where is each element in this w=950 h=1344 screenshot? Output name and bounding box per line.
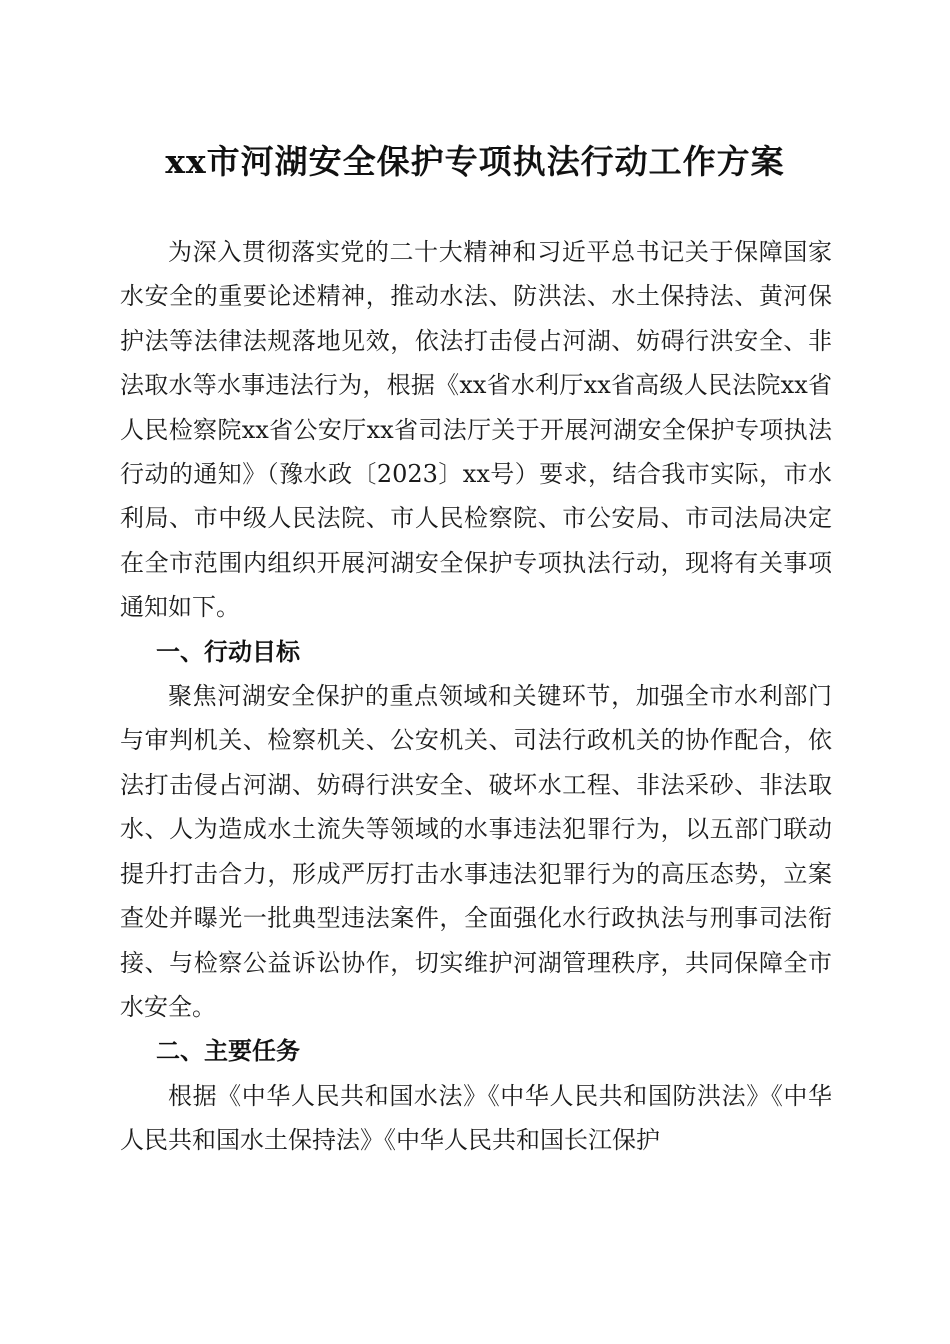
section-heading-tasks: 二、主要任务 <box>156 1037 300 1066</box>
section-heading-goals: 一、行动目标 <box>156 637 300 666</box>
section-paragraph-tasks: 根据《中华人民共和国水法》《中华人民共和国防洪法》《中华人民共和国水土保持法》《中华人民共和国长江保护 <box>120 1081 832 1155</box>
intro-paragraph: 为深入贯彻落实党的二十大精神和习近平总书记关于保障国家水安全的重要论述精神，推动水法、防洪法、水土保持法、黄河保护法等法律法规落地见效，依法打击侵占河湖、妨碍行洪安全、非法取水等水事违法行为，根据《xx省水利厅xx省高级人民法院xx省人民检察院xx省公安厅xx省司法厅关于开展河湖安全保护专项执法行动的通知》（豫水政〔2023〕xx号）要求，结合我市实际，市水利局、市中级人民法院、市人民检察院、市公安局、市司法局决定在全市范围内组织开展河湖安全保护专项执法行动，现将有关事项通知如下。 <box>120 238 832 622</box>
section-paragraph-goals: 聚焦河湖安全保护的重点领域和关键环节，加强全市水利部门与审判机关、检察机关、公安机关、司法行政机关的协作配合，依法打击侵占河湖、妨碍行洪安全、破坏水工程、非法采砂、非法取水、人为造成水土流失等领域的水事违法犯罪行为，以五部门联动提升打击合力，形成严厉打击水事违法犯罪行为的高压态势，立案查处并曝光一批典型违法案件，全面强化水行政执法与刑事司法衔接、与检察公益诉讼协作，切实维护河湖管理秩序，共同保障全市水安全。 <box>120 682 832 1021</box>
document-body <box>120 230 832 1163</box>
document-title: xx市河湖安全保护专项执法行动工作方案 <box>165 142 785 181</box>
